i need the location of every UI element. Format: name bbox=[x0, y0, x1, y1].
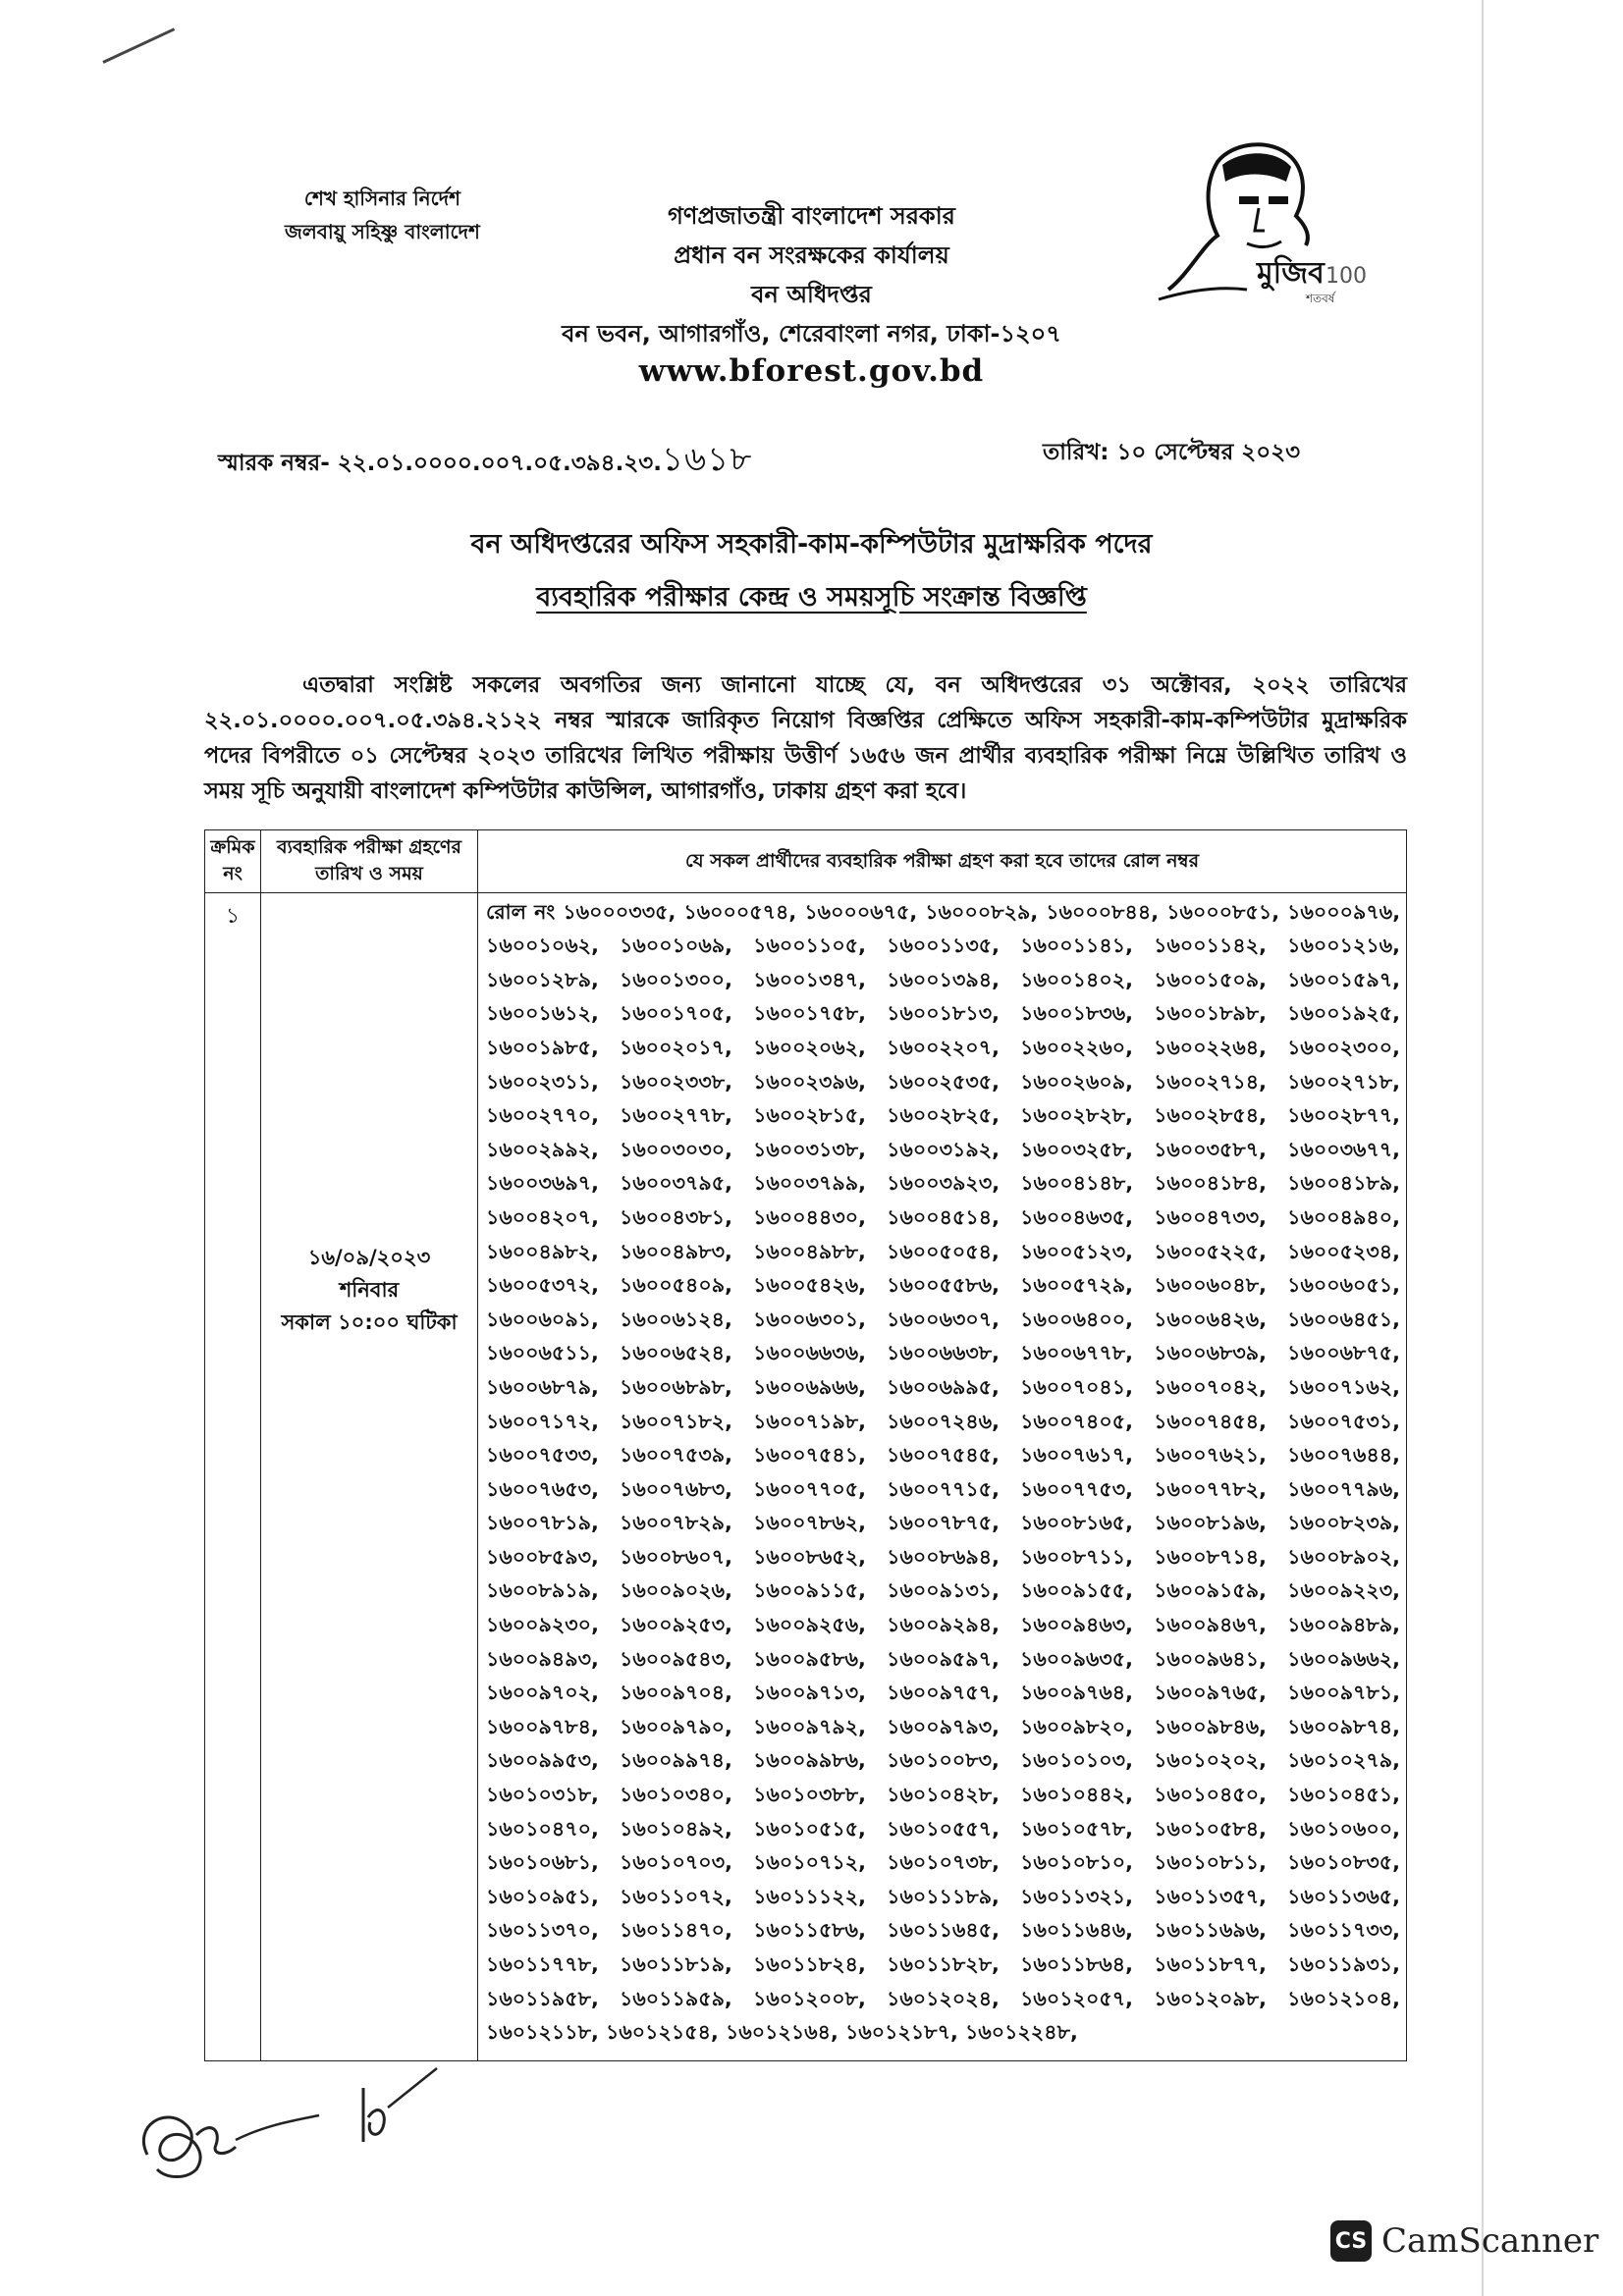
header-address: বন ভবন, আগারগাঁও, শেরেবাংলা নগর, ঢাকা-১২০৭ bbox=[562, 320, 1061, 347]
header-website: www.bforest.gov.bd bbox=[638, 353, 985, 389]
row-exam-schedule bbox=[261, 892, 478, 2060]
memo-prefix: স্মারক নম্বর- ২২.০১.০০০০.০০৭.০৫.৩৯৪.২৩. bbox=[218, 451, 662, 476]
notice-title bbox=[0, 518, 1623, 624]
pen-mark bbox=[102, 27, 175, 64]
exam-time: সকাল ১০:০০ ঘটিকা bbox=[281, 1309, 458, 1334]
office-header bbox=[0, 196, 1623, 389]
emblem-text: মুজিব bbox=[1257, 256, 1325, 291]
initial-mark bbox=[339, 2063, 447, 2165]
signature bbox=[128, 2086, 324, 2198]
header-date-time: ব্যবহারিক পরীক্ষা গ্রহণের তারিখ ও সময় bbox=[261, 830, 478, 893]
motto-line-2: জলবায়ু সহিষ্ণু বাংলাদেশ bbox=[285, 220, 480, 243]
table-header-row bbox=[205, 830, 1407, 893]
camscanner-logo-icon: CS bbox=[1330, 2220, 1372, 2262]
camscanner-label: CamScanner bbox=[1381, 2221, 1599, 2261]
notice-title-line-2: ব্যবহারিক পরীক্ষার কেন্দ্র ও সময়সূচি সংক্রান্ত বিজ্ঞপ্তি bbox=[536, 582, 1087, 613]
header-government: গণপ্রজাতন্ত্রী বাংলাদেশ সরকার bbox=[668, 202, 955, 230]
table-row bbox=[205, 892, 1407, 2060]
emblem-subtitle: শতবর্ষ bbox=[1306, 292, 1335, 305]
memo-date: তারিখ: ১০ সেপ্টেম্বর ২০২৩ bbox=[1043, 440, 1301, 465]
header-department: বন অধিদপ্তর bbox=[751, 281, 872, 308]
roll-list: ১৬০০০৩৩৫, ১৬০০০৫৭৪, ১৬০০০৬৭৫, ১৬০০০৮২৯, ১৬০০০৮৪৪, ১৬০০০৮৫১, ১৬০০০৯৭৬, ১৬০০১০৬২, ১৬০০১০৬৯, ১৬০০১১০৫, ১৬০০১১৩৫, ১৬০০১১৪১, ১৬০০১১৪২, ১৬০০১২১৬, ১৬০০১২৮৯, ১৬০০১৩০০, ১৬০০১৩৪৭, ১৬০০১৩৯৪, ১৬০০১৪০২, ১৬০০১৫০৯, ১৬০০১৫৯৭, ১৬০০১৬১২, ১৬০০১৭০৫, ১৬০০১৭৫৮, ১৬০০১৮১৩, ১৬০০১৮৩৬, ১৬০০১৮৯৮, ১৬০০১৯২৫, ১৬০০১৯৮৫, ১৬০০২০১৭, ১৬০০২০৬২, ১৬০০২২০৭, ১৬০০২২৬০, ১৬০০২২৬৪, ১৬০০২৩০০, ১৬০০২৩১১, ১৬০০২৩৩৮, ১৬০০২৩৯৬, ১৬০০২৫৩৫, ১৬০০২৬০৯, ১৬০০২৭১৪, ১৬০০২৭১৮, ১৬০০২৭৭০, ১৬০০২৭৭৮, ১৬০০২৮১৫, ১৬০০২৮২৫, ১৬০০২৮২৮, ১৬০০২৮৫৪, ১৬০০২৮৭৭, ১৬০০২৯৯২, ১৬০০৩০৩০, ১৬০০৩১৩৮, ১৬০০৩১৯২, ১৬০০৩২৫৮, ১৬০০৩৫৮৭, ১৬০০৩৬৭৭, ১৬০০৩৬৯৭, ১৬০০৩৭৯৫, ১৬০০৩৭৯৯, ১৬০০৩৯২৩, ১৬০০৪১৪৮, ১৬০০৪১৮৪, ১৬০০৪১৮৯, ১৬০০৪২০৭, ১৬০০৪৩৮১, ১৬০০৪৪৩০, ১৬০০৪৫১৪, ১৬০০৪৬৩৫, ১৬০০৪৭৩৩, ১৬০০৪৯৪০, ১৬০০৪৯৮২, ১৬০০৪৯৮৩, ১৬০০৪৯৮৮, ১৬০০৫০৫৪, ১৬০০৫১২৩, ১৬০০৫২২৫, ১৬০০৫২৩৪, ১৬০০৫৩৭২, ১৬০০৫৪০৯, ১৬০০৫৪২৬, ১৬০০৫৫৮৬, ১৬০০৫৭২৯, ১৬০০৬০৪৮, ১৬০০৬০৫১, ১৬০০৬০৯১, ১৬০০৬১২৪, ১৬০০৬৩০১, ১৬০০৬৩০৭, ১৬০০৬৪০০, ১৬০০৬৪২৬, ১৬০০৬৪৫১, ১৬০০৬৫১১, ১৬০০৬৫২৪, ১৬০০৬৬৩৬, ১৬০০৬৬৩৮, ১৬০০৬৭৭৮, ১৬০০৬৮৩৯, ১৬০০৬৮৭৫, ১৬০০৬৮৭৯, ১৬০০৬৮৯৮, ১৬০০৬৯৬৬, ১৬০০৬৯৯৫, ১৬০০৭০৪১, ১৬০০৭০৪২, ১৬০০৭১৬২, ১৬০০৭১৭২, ১৬০০৭১৮২, ১৬০০৭১৯৮, ১৬০০৭২৪৬, ১৬০০৭৪০৫, ১৬০০৭৪৫৪, ১৬০০৭৫৩১, ১৬০০৭৫৩৩, ১৬০০৭৫৩৯, ১৬০০৭৫৪১, ১৬০০৭৫৪৫, ১৬০০৭৬১৭, ১৬০০৭৬২১, ১৬০০৭৬৪৪, ১৬০০৭৬৫৩, ১৬০০৭৬৮৩, ১৬০০৭৭০৫, ১৬০০৭৭১৫, ১৬০০৭৭৫৩, ১৬০০৭৭৮২, ১৬০০৭৭৯৬, ১৬০০৭৮১৯, ১৬০০৭৮২৯, ১৬০০৭৮৬২, ১৬০০৭৮৭৫, ১৬০০৮১৬৫, ১৬০০৮১৯৬, ১৬০০৮২৩৯, ১৬০০৮৫৯৩, ১৬০০৮৬০৭, ১৬০০৮৬৫২, ১৬০০৮৬৯৪, ১৬০০৮৭১১, ১৬০০৮৭১৪, ১৬০০৮৯০২, ১৬০০৮৯১৯, ১৬০০৯০২৬, ১৬০০৯১১৫, ১৬০০৯১৩১, ১৬০০৯১৫৫, ১৬০০৯১৫৯, ১৬০০৯২২৩, ১৬০০৯২৩০, ১৬০০৯২৫৩, ১৬০০৯২৫৬, ১৬০০৯২৯৪, ১৬০০৯৪৬৩, ১৬০০৯৪৬৭, ১৬০০৯৪৮৯, ১৬০০৯৪৯৩, ১৬০০৯৫৪৩, ১৬০০৯৫৮৬, ১৬০০৯৫৯৭, ১৬০০৯৬৩৫, ১৬০০৯৬৪১, ১৬০০৯৬৬২, ১৬০০৯৭০২, ১৬০০৯৭০৪, ১৬০০৯৭১৩, ১৬০০৯৭৫৭, ১৬০০৯৭৬৪, ১৬০০৯৭৬৫, ১৬০০৯৭৮১, ১৬০০৯৭৮৪, ১৬০০৯৭৯০, ১৬০০৯৭৯২, ১৬০০৯৭৯৩, ১৬০০৯৮২০, ১৬০০৯৮৪৬, ১৬০০৯৮৭৪, ১৬০০৯৯৫৩, ১৬০০৯৯৭৪, ১৬০০৯৯৮৬, ১৬০১০০৮৩, ১৬০১০১০৩, ১৬০১০২০২, ১৬০১০২৭৯, ১৬০১০৩১৮, ১৬০১০৩৪০, ১৬০১০৩৮৮, ১৬০১০৪২৮, ১৬০১০৪৪২, ১৬০১০৪৫০, ১৬০১০৪৫১, ১৬০১০৪৭০, ১৬০১০৪৯২, ১৬০১০৫১৫, ১৬০১০৫৫৭, ১৬০১০৫৭৮, ১৬০১০৫৮৪, ১৬০১০৬০০, ১৬০১০৬৮১, ১৬০১০৭০৩, ১৬০১০৭১২, ১৬০১০৭৩৮, ১৬০১০৮১০, ১৬০১০৮১১, ১৬০১০৮৩৫, ১৬০১০৯৫১, ১৬০১১০৭২, ১৬০১১১২২, ১৬০১১১৮৯, ১৬০১১৩২১, ১৬০১১৩৫৭, ১৬০১১৩৬৫, ১৬০১১৩৭০, ১৬০১১৪৭০, ১৬০১১৫৮৬, ১৬০১১৬৪৫, ১৬০১১৬৪৬, ১৬০১১৬৯৬, ১৬০১১৭৩৩, ১৬০১১৭৭৮, ১৬০১১৮১৯, ১৬০১১৮২৪, ১৬০১১৮২৮, ১৬০১১৮৬৪, ১৬০১১৮৭৭, ১৬০১১৯৩১, ১৬০১১৯৫৮, ১৬০১১৯৫৯, ১৬০১২০০৮, ১৬০১২০২৪, ১৬০১২০৫৭, ১৬০১২০৯৮, ১৬০১২১০৪, ১৬০১২১১৮, ১৬০১২১৫৪, ১৬০১২১৬৪, ১৬০১২১৮৭, ১৬০১২২৪৮, bbox=[486, 899, 1401, 2045]
row-serial: ১ bbox=[205, 892, 261, 2060]
camscanner-watermark bbox=[1330, 2220, 1598, 2262]
emblem-number: 100 bbox=[1325, 264, 1367, 289]
header-office: প্রধান বন সংরক্ষকের কার্যালয় bbox=[674, 241, 949, 269]
roll-prefix: রোল নং bbox=[486, 899, 556, 924]
memo-handwritten-number: ১৬১৮ bbox=[661, 440, 753, 479]
motto-line-1: শেখ হাসিনার নির্দেশ bbox=[303, 187, 460, 210]
row-roll-numbers bbox=[478, 892, 1407, 2060]
header-rolls: যে সকল প্রার্থীদের ব্যবহারিক পরীক্ষা গ্রহণ করা হবে তাদের রোল নম্বর bbox=[478, 830, 1407, 893]
exam-day: শনিবার bbox=[339, 1277, 400, 1302]
exam-date: ১৬/০৯/২০২৩ bbox=[307, 1245, 431, 1269]
roll-schedule-table bbox=[204, 829, 1407, 2061]
header-serial: ক্রমিক নং bbox=[205, 830, 261, 893]
notice-body: এতদ্বারা সংশ্লিষ্ট সকলের অবগতির জন্য জানানো যাচ্ছে যে, বন অধিদপ্তরের ৩১ অক্টোবর, ২০২২ তারিখের ২২.০১.০০০০.০০৭.০৫.৩৯৪.২১২২ নম্বর স্মারকে জারিকৃত নিয়োগ বিজ্ঞপ্তির প্রেক্ষিতে অফিস সহকারী-কাম-কম্পিউটার মুদ্রাক্ষরিক পদের বিপরীতে ০১ সেপ্টেম্বর ২০২৩ তারিখের লিখিত পরীক্ষায় উত্তীর্ণ ১৬৫৬ জন প্রার্থীর ব্যবহারিক পরীক্ষা নিম্নে উল্লিখিত তারিখ ও সময় সূচি অনুযায়ী বাংলাদেশ কম্পিউটার কাউন্সিল, আগারগাঁও, ঢাকায় গ্রহণ করা হবে। bbox=[204, 672, 1407, 804]
memo-number bbox=[218, 434, 752, 490]
notice-title-line-1: বন অধিদপ্তরের অফিস সহকারী-কাম-কম্পিউটার মুদ্রাক্ষরিক পদের bbox=[470, 529, 1153, 560]
